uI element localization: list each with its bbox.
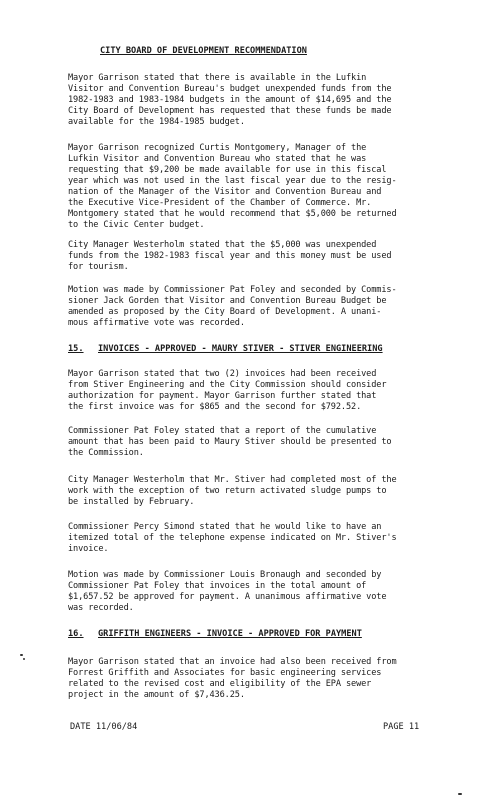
text-line: Mayor Garrison stated that two (2) invoices had been received <box>68 369 377 379</box>
text-line: to the Civic Center budget. <box>68 220 205 230</box>
text-line: Motion was made by Commissioner Louis Bronaugh and seconded by <box>68 570 382 580</box>
text-line: Mayor Garrison recognized Curtis Montgomery, Manager of the <box>68 143 367 153</box>
section-number: 15. <box>68 344 84 354</box>
text-line: City Board of Development has requested that these funds be made <box>68 106 392 116</box>
text-line: the Commission. <box>68 448 144 458</box>
text-line: available for the 1984-1985 budget. <box>68 117 245 127</box>
text-line: itemized total of the telephone expense indicated on Mr. Stiver's <box>68 533 397 543</box>
text-line: for tourism. <box>68 262 129 272</box>
text-line: nation of the Manager of the Visitor and Convention Bureau and <box>68 187 382 197</box>
text-line: year which was not used in the last fiscal year due to the resig- <box>68 176 397 186</box>
text-line: related to the revised cost and eligibility of the EPA sewer <box>68 679 372 689</box>
text-line: sioner Jack Gorden that Visitor and Convention Bureau Budget be <box>68 296 387 306</box>
text-line: City Manager Westerholm that Mr. Stiver had completed most of the <box>68 475 397 485</box>
scan-speck <box>20 654 23 656</box>
text-line: Commissioner Pat Foley that invoices in the total amount of <box>68 581 367 591</box>
text-line: Lufkin Visitor and Convention Bureau who stated that he was <box>68 154 367 164</box>
text-line: be installed by February. <box>68 497 195 507</box>
text-line: authorization for payment. Mayor Garrison further stated that <box>68 391 377 401</box>
text-line: Commissioner Pat Foley stated that a report of the cumulative <box>68 426 377 436</box>
text-line: Mayor Garrison stated that an invoice had also been received from <box>68 657 397 667</box>
scan-speck <box>23 658 25 660</box>
text-line: Motion was made by Commissioner Pat Foley and seconded by Commis- <box>68 285 397 295</box>
text-line: Montgomery stated that he would recommend that $5,000 be returned <box>68 209 397 219</box>
text-line: Mayor Garrison stated that there is available in the Lufkin <box>68 73 367 83</box>
text-line: amended as proposed by the City Board of Development. A unani- <box>68 307 382 317</box>
text-line: funds from the 1982-1983 fiscal year and this money must be used <box>68 251 392 261</box>
text-line: project in the amount of $7,436.25. <box>68 690 245 700</box>
footer-page-number: PAGE 11 <box>383 722 420 732</box>
text-line: from Stiver Engineering and the City Commission should consider <box>68 380 387 390</box>
text-line: was recorded. <box>68 603 134 613</box>
section-title: GRIFFITH ENGINEERS - INVOICE - APPROVED FOR PAYMENT <box>98 629 362 639</box>
text-line: the Executive Vice-President of the Chamber of Commerce. Mr. <box>68 198 372 208</box>
text-line: work with the exception of two return activated sludge pumps to <box>68 486 387 496</box>
text-line: requesting that $9,200 be made available for use in this fiscal <box>68 165 387 175</box>
text-line: $1,657.52 be approved for payment. A unanimous affirmative vote <box>68 592 387 602</box>
page-title: CITY BOARD OF DEVELOPMENT RECOMMENDATION <box>100 46 307 56</box>
text-line: Commissioner Percy Simond stated that he would like to have an <box>68 522 382 532</box>
text-line: the first invoice was for $865 and the second for $792.52. <box>68 402 362 412</box>
text-line: invoice. <box>68 544 109 554</box>
text-line: 1982-1983 and 1983-1984 budgets in the amount of $14,695 and the <box>68 95 392 105</box>
scan-speck <box>458 793 462 795</box>
text-line: mous affirmative vote was recorded. <box>68 318 245 328</box>
text-line: Forrest Griffith and Associates for basic engineering services <box>68 668 382 678</box>
text-line: City Manager Westerholm stated that the $5,000 was unexpended <box>68 240 377 250</box>
footer-date: DATE 11/06/84 <box>70 722 138 732</box>
section-number: 16. <box>68 629 84 639</box>
text-line: Visitor and Convention Bureau's budget unexpended funds from the <box>68 84 392 94</box>
section-title: INVOICES - APPROVED - MAURY STIVER - STIVER ENGINEERING <box>98 344 383 354</box>
text-line: amount that has been paid to Maury Stiver should be presented to <box>68 437 392 447</box>
